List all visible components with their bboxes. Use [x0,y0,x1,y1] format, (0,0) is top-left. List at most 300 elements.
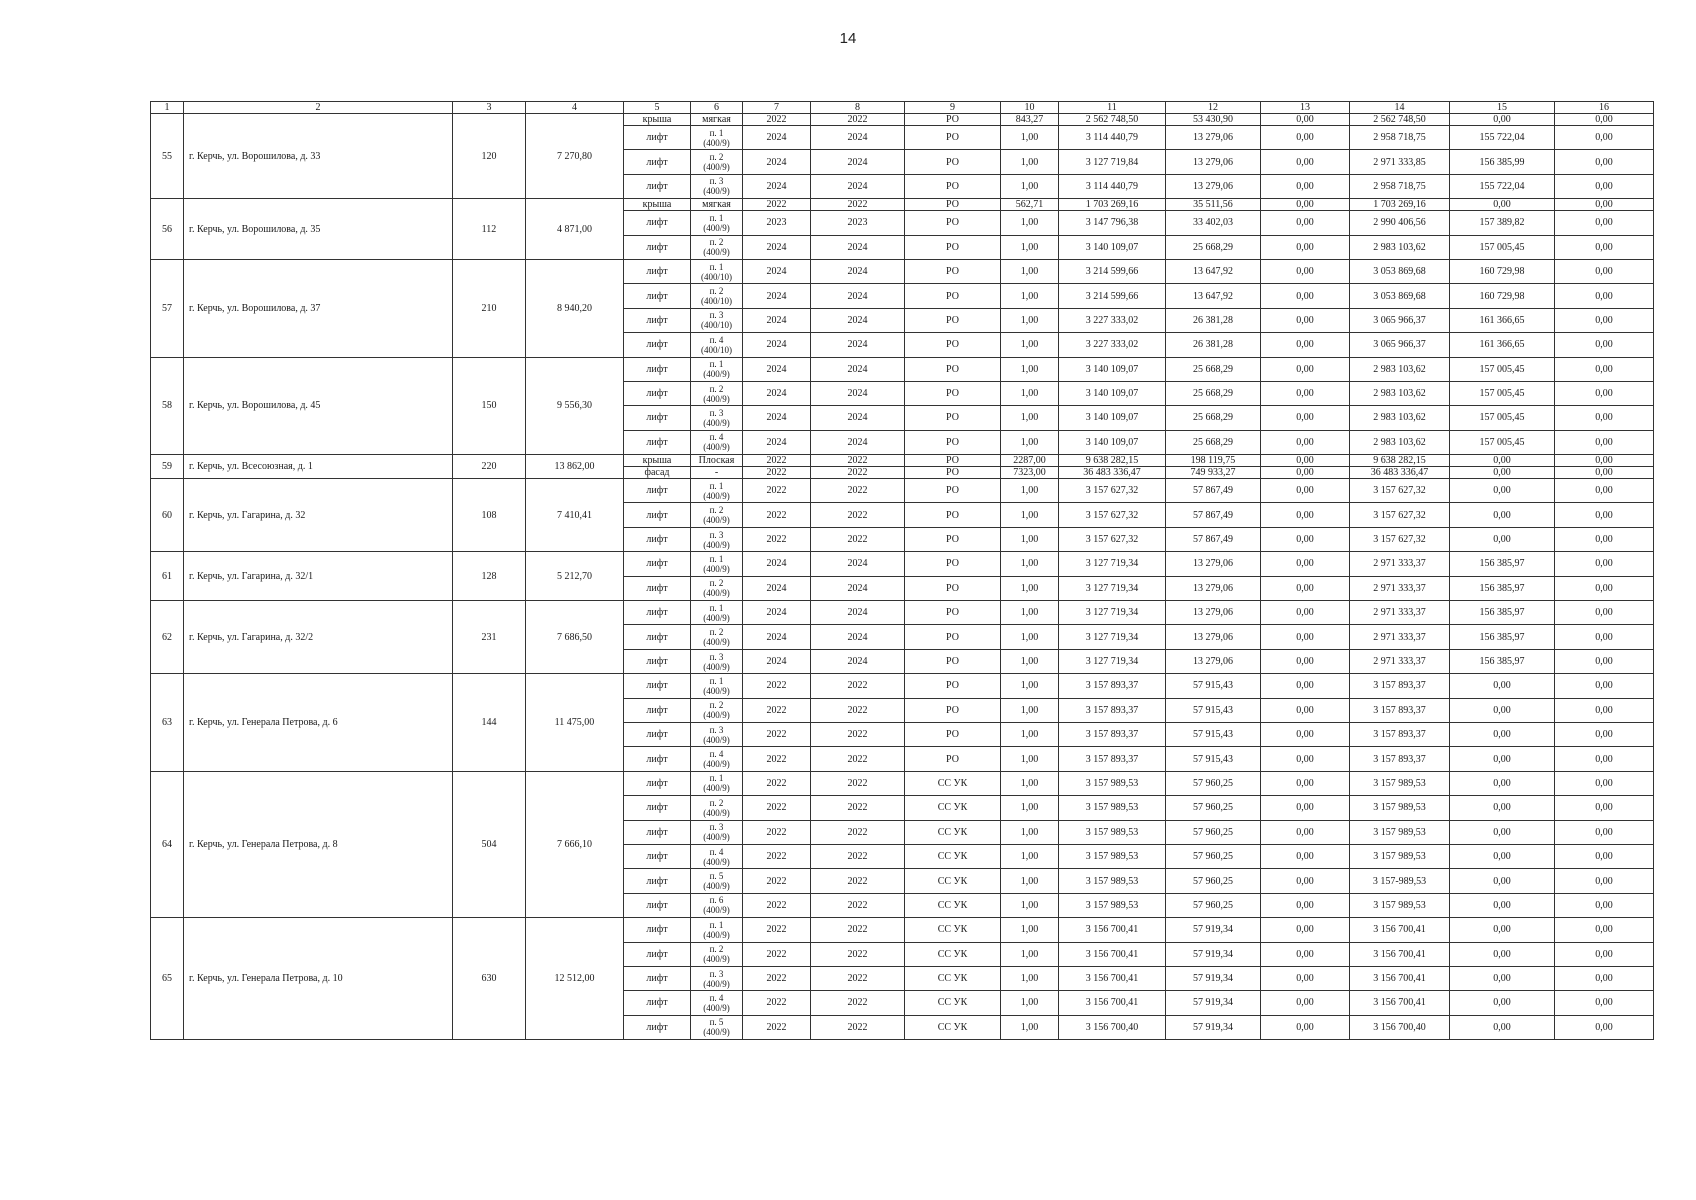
table-row [151,771,1654,795]
work-type: лифт [624,869,691,893]
entrance-number: п. 2 [709,505,724,516]
entrance-cell [691,942,743,966]
house-address: г. Керчь, ул. Гагарина, д. 32 [184,479,453,552]
plan-year: 2024 [743,430,811,454]
federal-funds: 0,00 [1261,918,1350,942]
plan-year: 2024 [743,625,811,649]
volume: 1,00 [1001,796,1059,820]
fund-funds: 2 971 333,85 [1350,150,1450,174]
federal-funds: 0,00 [1261,479,1350,503]
header-cell: 4 [526,102,624,114]
owners-funds: 156 385,99 [1450,150,1555,174]
unit-cost: 25 668,29 [1166,381,1261,405]
entrance-number: п. 1 [709,602,724,613]
work-type: лифт [624,235,691,259]
header-cell: 14 [1350,102,1450,114]
funding-source: РО [905,601,1001,625]
lift-spec: (400/10) [701,271,732,282]
actual-year: 2022 [811,114,905,126]
header-cell: 7 [743,102,811,114]
actual-year: 2022 [811,771,905,795]
volume: 1,00 [1001,259,1059,283]
entrance-cell [691,625,743,649]
house-address: г. Керчь, ул. Ворошилова, д. 33 [184,114,453,199]
total-area: 7 686,50 [526,601,624,674]
actual-year: 2024 [811,150,905,174]
lift-spec: (400/9) [703,685,730,696]
header-cell: 1 [151,102,184,114]
entrance-cell [691,674,743,698]
work-type: лифт [624,820,691,844]
owners-funds: 0,00 [1450,467,1555,479]
actual-year: 2022 [811,918,905,942]
entrance-number: п. 4 [709,749,724,760]
volume: 1,00 [1001,747,1059,771]
owners-funds: 156 385,97 [1450,576,1555,600]
entrance-number: п. 2 [709,700,724,711]
work-type: лифт [624,527,691,551]
entrance-number: п. 2 [709,286,724,297]
table-row [151,114,1654,126]
volume: 1,00 [1001,552,1059,576]
volume: 1,00 [1001,430,1059,454]
federal-funds: 0,00 [1261,722,1350,746]
entrance-cell [691,308,743,332]
unit-cost: 57 960,25 [1166,893,1261,917]
actual-year: 2022 [811,893,905,917]
actual-year: 2024 [811,649,905,673]
unit-cost: 57 919,34 [1166,966,1261,990]
header-cell: 3 [453,102,526,114]
plan-year: 2024 [743,576,811,600]
cost-total: 3 140 109,07 [1059,381,1166,405]
volume: 1,00 [1001,284,1059,308]
owners-funds: 160 729,98 [1450,259,1555,283]
entrance-cell [691,576,743,600]
total-area: 4 871,00 [526,199,624,260]
house-address: г. Керчь, ул. Генерала Петрова, д. 8 [184,771,453,917]
volume: 1,00 [1001,649,1059,673]
plan-year: 2024 [743,284,811,308]
other-funds: 0,00 [1555,893,1654,917]
entrance-cell [691,869,743,893]
owners-funds: 0,00 [1450,747,1555,771]
entrance-cell [691,357,743,381]
owners-funds: 0,00 [1450,869,1555,893]
plan-year: 2024 [743,333,811,357]
lift-spec: (400/9) [703,563,730,574]
cost-total: 3 157 893,37 [1059,722,1166,746]
lift-spec: (400/9) [703,978,730,989]
owners-funds: 0,00 [1450,796,1555,820]
federal-funds: 0,00 [1261,406,1350,430]
funding-source: РО [905,126,1001,150]
plan-year: 2022 [743,869,811,893]
entrance-cell [691,820,743,844]
volume: 1,00 [1001,844,1059,868]
actual-year: 2024 [811,357,905,381]
fund-funds: 3 157 627,32 [1350,479,1450,503]
entrance-cell [691,893,743,917]
funding-source: СС УК [905,893,1001,917]
unit-cost: 13 647,92 [1166,259,1261,283]
work-type: лифт [624,601,691,625]
volume: 1,00 [1001,174,1059,198]
lift-spec: (400/9) [703,783,730,794]
fund-funds: 2 971 333,37 [1350,649,1450,673]
header-cell: 9 [905,102,1001,114]
volume: 1,00 [1001,503,1059,527]
actual-year: 2022 [811,966,905,990]
actual-year: 2022 [811,674,905,698]
lift-spec: (400/9) [703,661,730,672]
federal-funds: 0,00 [1261,674,1350,698]
federal-funds: 0,00 [1261,942,1350,966]
work-type: лифт [624,174,691,198]
plan-year: 2022 [743,771,811,795]
lift-spec: (400/9) [703,856,730,867]
other-funds: 0,00 [1555,235,1654,259]
funding-source: СС УК [905,918,1001,942]
actual-year: 2022 [811,796,905,820]
owners-funds: 0,00 [1450,820,1555,844]
unit-cost: 57 867,49 [1166,503,1261,527]
lift-spec: (400/10) [701,296,732,307]
funding-source: РО [905,284,1001,308]
actual-year: 2022 [811,844,905,868]
table-row [151,357,1654,381]
plan-year: 2024 [743,552,811,576]
plan-year: 2024 [743,381,811,405]
plan-year: 2022 [743,467,811,479]
entrance-cell [691,126,743,150]
federal-funds: 0,00 [1261,211,1350,235]
actual-year: 2024 [811,576,905,600]
entrance-number: п. 1 [709,919,724,930]
federal-funds: 0,00 [1261,796,1350,820]
actual-year: 2022 [811,467,905,479]
actual-year: 2022 [811,869,905,893]
unit-cost: 13 647,92 [1166,284,1261,308]
volume: 1,00 [1001,674,1059,698]
funding-source: РО [905,674,1001,698]
owners-funds: 157 005,45 [1450,430,1555,454]
fund-funds: 2 562 748,50 [1350,114,1450,126]
work-type: лифт [624,284,691,308]
fund-funds: 36 483 336,47 [1350,467,1450,479]
fund-funds: 2 971 333,37 [1350,552,1450,576]
owners-funds: 156 385,97 [1450,649,1555,673]
unit-cost: 749 933,27 [1166,467,1261,479]
table-row [151,552,1654,576]
volume: 1,00 [1001,893,1059,917]
funding-source: РО [905,357,1001,381]
cost-total: 3 127 719,34 [1059,601,1166,625]
unit-cost: 13 279,06 [1166,150,1261,174]
cost-total: 3 127 719,34 [1059,649,1166,673]
actual-year: 2022 [811,698,905,722]
lift-spec: (400/9) [703,734,730,745]
other-funds: 0,00 [1555,114,1654,126]
federal-funds: 0,00 [1261,235,1350,259]
house-address: г. Керчь, ул. Гагарина, д. 32/1 [184,552,453,601]
actual-year: 2022 [811,991,905,1015]
header-cell: 8 [811,102,905,114]
unit-cost: 57 960,25 [1166,844,1261,868]
funding-source: РО [905,406,1001,430]
entrance-cell [691,259,743,283]
fund-funds: 3 157 989,53 [1350,820,1450,844]
actual-year: 2022 [811,527,905,551]
roof-type: мягкая [691,199,743,211]
fund-funds: 3 157-989,53 [1350,869,1450,893]
federal-funds: 0,00 [1261,625,1350,649]
owners-funds: 0,00 [1450,722,1555,746]
plan-year: 2023 [743,211,811,235]
volume: 1,00 [1001,357,1059,381]
lift-spec: (400/9) [703,588,730,599]
work-type: лифт [624,333,691,357]
actual-year: 2024 [811,308,905,332]
lift-spec: (400/9) [703,137,730,148]
federal-funds: 0,00 [1261,869,1350,893]
volume: 562,71 [1001,199,1059,211]
header-row [151,102,1654,114]
header-cell: 13 [1261,102,1350,114]
unit-cost: 53 430,90 [1166,114,1261,126]
entrance-number: п. 1 [709,675,724,686]
unit-cost: 57 915,43 [1166,674,1261,698]
house-number: 58 [151,357,184,455]
lift-spec: (400/9) [703,759,730,770]
fund-funds: 2 983 103,62 [1350,406,1450,430]
lift-spec: (400/9) [703,954,730,965]
entrance-number: п. 2 [709,627,724,638]
other-funds: 0,00 [1555,869,1654,893]
house-address: г. Керчь, ул. Генерала Петрова, д. 6 [184,674,453,772]
owners-funds: 0,00 [1450,966,1555,990]
entrance-number: п. 3 [709,651,724,662]
other-funds: 0,00 [1555,284,1654,308]
total-area: 7 410,41 [526,479,624,552]
federal-funds: 0,00 [1261,893,1350,917]
plan-year: 2022 [743,1015,811,1039]
actual-year: 2024 [811,284,905,308]
cost-total: 3 156 700,40 [1059,1015,1166,1039]
other-funds: 0,00 [1555,430,1654,454]
cost-total: 1 703 269,16 [1059,199,1166,211]
fund-funds: 2 983 103,62 [1350,381,1450,405]
unit-cost: 33 402,03 [1166,211,1261,235]
federal-funds: 0,00 [1261,552,1350,576]
federal-funds: 0,00 [1261,284,1350,308]
unit-cost: 13 279,06 [1166,625,1261,649]
volume: 1,00 [1001,869,1059,893]
fund-funds: 2 971 333,37 [1350,625,1450,649]
volume: 1,00 [1001,308,1059,332]
actual-year: 2022 [811,455,905,467]
cost-total: 9 638 282,15 [1059,455,1166,467]
entrance-cell [691,1015,743,1039]
volume: 1,00 [1001,406,1059,430]
apartments-count: 231 [453,601,526,674]
fund-funds: 3 065 966,37 [1350,308,1450,332]
volume: 1,00 [1001,126,1059,150]
funding-source: РО [905,174,1001,198]
lift-spec: (400/9) [703,417,730,428]
plan-year: 2024 [743,308,811,332]
lift-spec: (400/9) [703,710,730,721]
other-funds: 0,00 [1555,796,1654,820]
cost-total: 2 562 748,50 [1059,114,1166,126]
entrance-cell [691,235,743,259]
lift-spec: (400/9) [703,393,730,404]
cost-total: 3 156 700,41 [1059,942,1166,966]
work-type: лифт [624,966,691,990]
other-funds: 0,00 [1555,333,1654,357]
funding-source: СС УК [905,771,1001,795]
funding-source: СС УК [905,1015,1001,1039]
entrance-number: п. 4 [709,992,724,1003]
other-funds: 0,00 [1555,503,1654,527]
entrance-number: п. 3 [709,529,724,540]
fund-funds: 2 971 333,37 [1350,576,1450,600]
entrance-number: п. 4 [709,846,724,857]
funding-source: СС УК [905,796,1001,820]
actual-year: 2024 [811,126,905,150]
entrance-number: п. 1 [709,773,724,784]
fund-funds: 3 157 627,32 [1350,503,1450,527]
plan-year: 2024 [743,235,811,259]
federal-funds: 0,00 [1261,430,1350,454]
entrance-cell [691,771,743,795]
federal-funds: 0,00 [1261,503,1350,527]
unit-cost: 57 960,25 [1166,820,1261,844]
fund-funds: 3 065 966,37 [1350,333,1450,357]
funding-source: РО [905,211,1001,235]
owners-funds: 0,00 [1450,698,1555,722]
work-type: лифт [624,625,691,649]
actual-year: 2022 [811,747,905,771]
funding-source: РО [905,199,1001,211]
funding-source: СС УК [905,869,1001,893]
work-type: крыша [624,455,691,467]
entrance-cell [691,406,743,430]
unit-cost: 57 919,34 [1166,1015,1261,1039]
entrance-cell [691,527,743,551]
unit-cost: 25 668,29 [1166,406,1261,430]
actual-year: 2022 [811,479,905,503]
fund-funds: 3 157 893,37 [1350,747,1450,771]
plan-year: 2022 [743,747,811,771]
work-type: лифт [624,126,691,150]
owners-funds: 0,00 [1450,527,1555,551]
cost-total: 3 114 440,79 [1059,174,1166,198]
entrance-cell [691,722,743,746]
entrance-number: п. 2 [709,578,724,589]
unit-cost: 13 279,06 [1166,126,1261,150]
cost-total: 3 140 109,07 [1059,406,1166,430]
lift-spec: (400/9) [703,515,730,526]
lift-spec: (400/9) [703,162,730,173]
header-cell: 10 [1001,102,1059,114]
unit-cost: 26 381,28 [1166,333,1261,357]
owners-funds: 0,00 [1450,114,1555,126]
fund-funds: 2 958 718,75 [1350,174,1450,198]
entrance-number: п. 1 [709,480,724,491]
other-funds: 0,00 [1555,199,1654,211]
other-funds: 0,00 [1555,552,1654,576]
unit-cost: 57 919,34 [1166,918,1261,942]
work-type: лифт [624,1015,691,1039]
other-funds: 0,00 [1555,674,1654,698]
work-type: лифт [624,503,691,527]
fund-funds: 2 990 406,56 [1350,211,1450,235]
plan-year: 2022 [743,674,811,698]
cost-total: 3 156 700,41 [1059,991,1166,1015]
volume: 1,00 [1001,1015,1059,1039]
work-type: лифт [624,796,691,820]
work-type: лифт [624,674,691,698]
cost-total: 3 157 989,53 [1059,869,1166,893]
house-number: 63 [151,674,184,772]
cost-total: 3 157 893,37 [1059,698,1166,722]
fund-funds: 3 157 627,32 [1350,527,1450,551]
owners-funds: 0,00 [1450,942,1555,966]
lift-spec: (400/10) [701,320,732,331]
lift-spec: (400/9) [703,881,730,892]
apartments-count: 144 [453,674,526,772]
federal-funds: 0,00 [1261,771,1350,795]
table-row [151,918,1654,942]
federal-funds: 0,00 [1261,308,1350,332]
federal-funds: 0,00 [1261,820,1350,844]
unit-cost: 57 915,43 [1166,698,1261,722]
unit-cost: 25 668,29 [1166,235,1261,259]
funding-source: РО [905,747,1001,771]
cost-total: 3 157 893,37 [1059,674,1166,698]
plan-year: 2022 [743,991,811,1015]
fund-funds: 2 983 103,62 [1350,357,1450,381]
unit-cost: 57 960,25 [1166,869,1261,893]
funding-source: РО [905,333,1001,357]
actual-year: 2024 [811,381,905,405]
volume: 1,00 [1001,150,1059,174]
lift-spec: (400/9) [703,442,730,453]
work-type: лифт [624,308,691,332]
owners-funds: 157 005,45 [1450,406,1555,430]
plan-year: 2022 [743,527,811,551]
owners-funds: 156 385,97 [1450,552,1555,576]
cost-total: 3 157 627,32 [1059,527,1166,551]
other-funds: 0,00 [1555,649,1654,673]
roof-type: мягкая [691,114,743,126]
cost-total: 3 157 989,53 [1059,820,1166,844]
funding-source: РО [905,259,1001,283]
funding-source: РО [905,308,1001,332]
other-funds: 0,00 [1555,991,1654,1015]
work-type: лифт [624,747,691,771]
owners-funds: 161 366,65 [1450,308,1555,332]
plan-year: 2022 [743,844,811,868]
owners-funds: 0,00 [1450,991,1555,1015]
house-address: г. Керчь, ул. Гагарина, д. 32/2 [184,601,453,674]
entrance-cell [691,796,743,820]
unit-cost: 13 279,06 [1166,552,1261,576]
plan-year: 2024 [743,259,811,283]
volume: 2287,00 [1001,455,1059,467]
plan-year: 2024 [743,150,811,174]
